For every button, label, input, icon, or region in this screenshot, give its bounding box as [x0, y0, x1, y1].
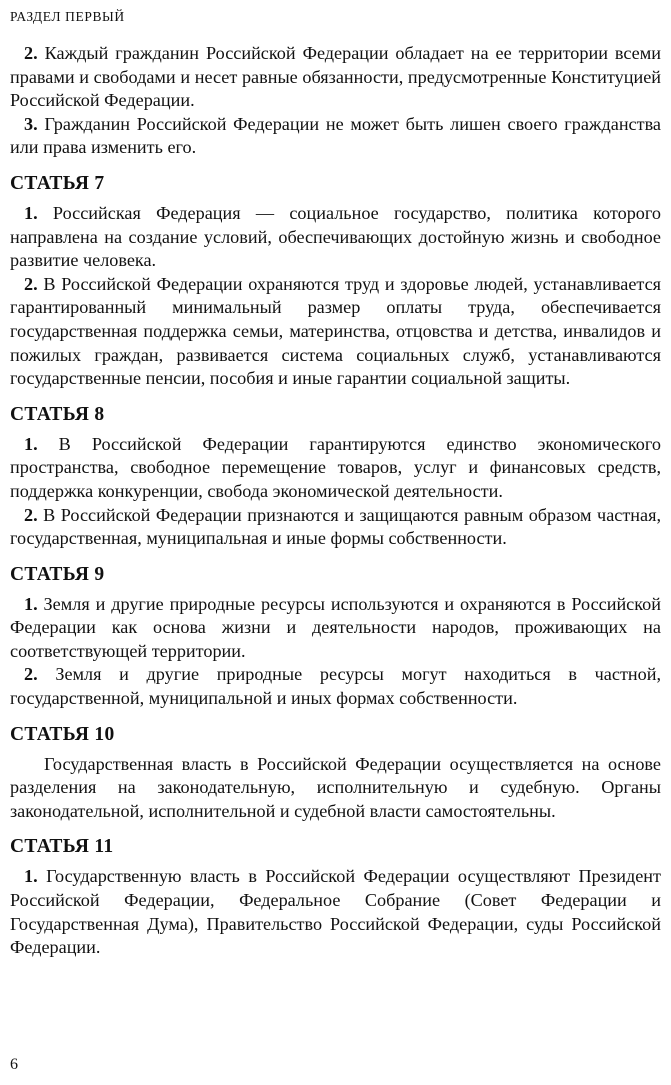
page-content	[10, 42, 661, 960]
paragraph-number: 2.	[24, 43, 38, 63]
article-heading: СТАТЬЯ 9	[10, 563, 105, 585]
article-heading: СТАТЬЯ 11	[10, 836, 114, 858]
article-heading: СТАТЬЯ 8	[10, 403, 105, 425]
paragraph-intro-2	[10, 42, 661, 113]
book-page	[10, 0, 661, 1085]
article-paragraph	[10, 273, 661, 391]
paragraph-text: Каждый гражданин Российской Федерации обладает на ее территории всеми правами и свободами и несет равные обязанности, предусмотренные Конституцией Российской Федерации.	[10, 43, 662, 111]
paragraph-number: 1.	[24, 433, 38, 454]
article-paragraph	[10, 433, 661, 504]
paragraph-text: В Российской Федерации охраняются труд и здоровье людей, устанавливается гарантированный минимальный размер оплаты труда, обеспечивается государственная поддержка семьи, материнства, отцовства и детства, инвалидов и пожилых граждан, развивается система социальных служб, устанавливаются государственные пенсии, пособия и иные гарантии социальной защиты.	[10, 273, 662, 389]
paragraph-text: Земля и другие природные ресурсы используются и охраняются в Российской Федерации как основа жизни и деятельности народов, проживающих на соответствующей территории.	[10, 593, 661, 661]
article-heading: СТАТЬЯ 7	[10, 172, 105, 194]
paragraph-text: Российская Федерация — социальное государство, политика которого направлена на создание условий, обеспечивающих достойную жизнь и свободное развитие человека.	[10, 202, 662, 271]
article-8	[10, 403, 661, 551]
paragraph-text: Земля и другие природные ресурсы могут находиться в частной, государственной, муниципальной и иных формах собственности.	[10, 664, 661, 709]
running-head: РАЗДЕЛ ПЕРВЫЙ	[10, 9, 125, 24]
paragraph-number: 2.	[24, 664, 38, 685]
paragraph-text: В Российской Федерации гарантируются единство экономического пространства, свободное перемещение товаров, услуг и финансовых средств, поддержка конкуренции, свобода экономической деятельности.	[10, 433, 662, 501]
paragraph-number: 1.	[24, 593, 38, 614]
paragraph-number: 2.	[24, 504, 38, 525]
paragraph-text: Гражданин Российской Федерации не может быть лишен своего гражданства или права изменить его.	[10, 113, 661, 158]
article-paragraph	[10, 202, 661, 273]
paragraph-number: 3.	[24, 113, 38, 134]
article-paragraph	[10, 504, 661, 551]
article-paragraph	[10, 593, 661, 664]
article-7	[10, 172, 661, 391]
paragraph-text: В Российской Федерации признаются и защищаются равным образом частная, государственная, муниципальная и иные формы собственности.	[10, 504, 662, 549]
article-heading: СТАТЬЯ 10	[10, 723, 115, 745]
article-10	[10, 723, 661, 824]
paragraph-text: Государственная власть в Российской Федерации осуществляется на основе разделения на законодательную, исполнительную и судебную. Органы законодательной, исполнительной и судебной власти самостоятельны.	[10, 753, 661, 821]
article-11	[10, 835, 661, 959]
article-paragraph	[10, 753, 661, 824]
paragraph-intro-3	[10, 113, 661, 160]
paragraph-number: 1.	[24, 866, 38, 887]
paragraph-number: 1.	[24, 202, 38, 223]
article-paragraph	[10, 663, 661, 710]
article-9	[10, 563, 661, 711]
article-paragraph	[10, 865, 661, 959]
paragraph-text: Государственную власть в Российской Федерации осуществляют Президент Российской Федерации, Федеральное Собрание (Совет Федерации и Государственная Дума), Правительство Российской Федерации, суды Российской Федерации.	[10, 866, 661, 958]
page-number: 6	[10, 1056, 18, 1073]
paragraph-number: 2.	[24, 273, 38, 294]
